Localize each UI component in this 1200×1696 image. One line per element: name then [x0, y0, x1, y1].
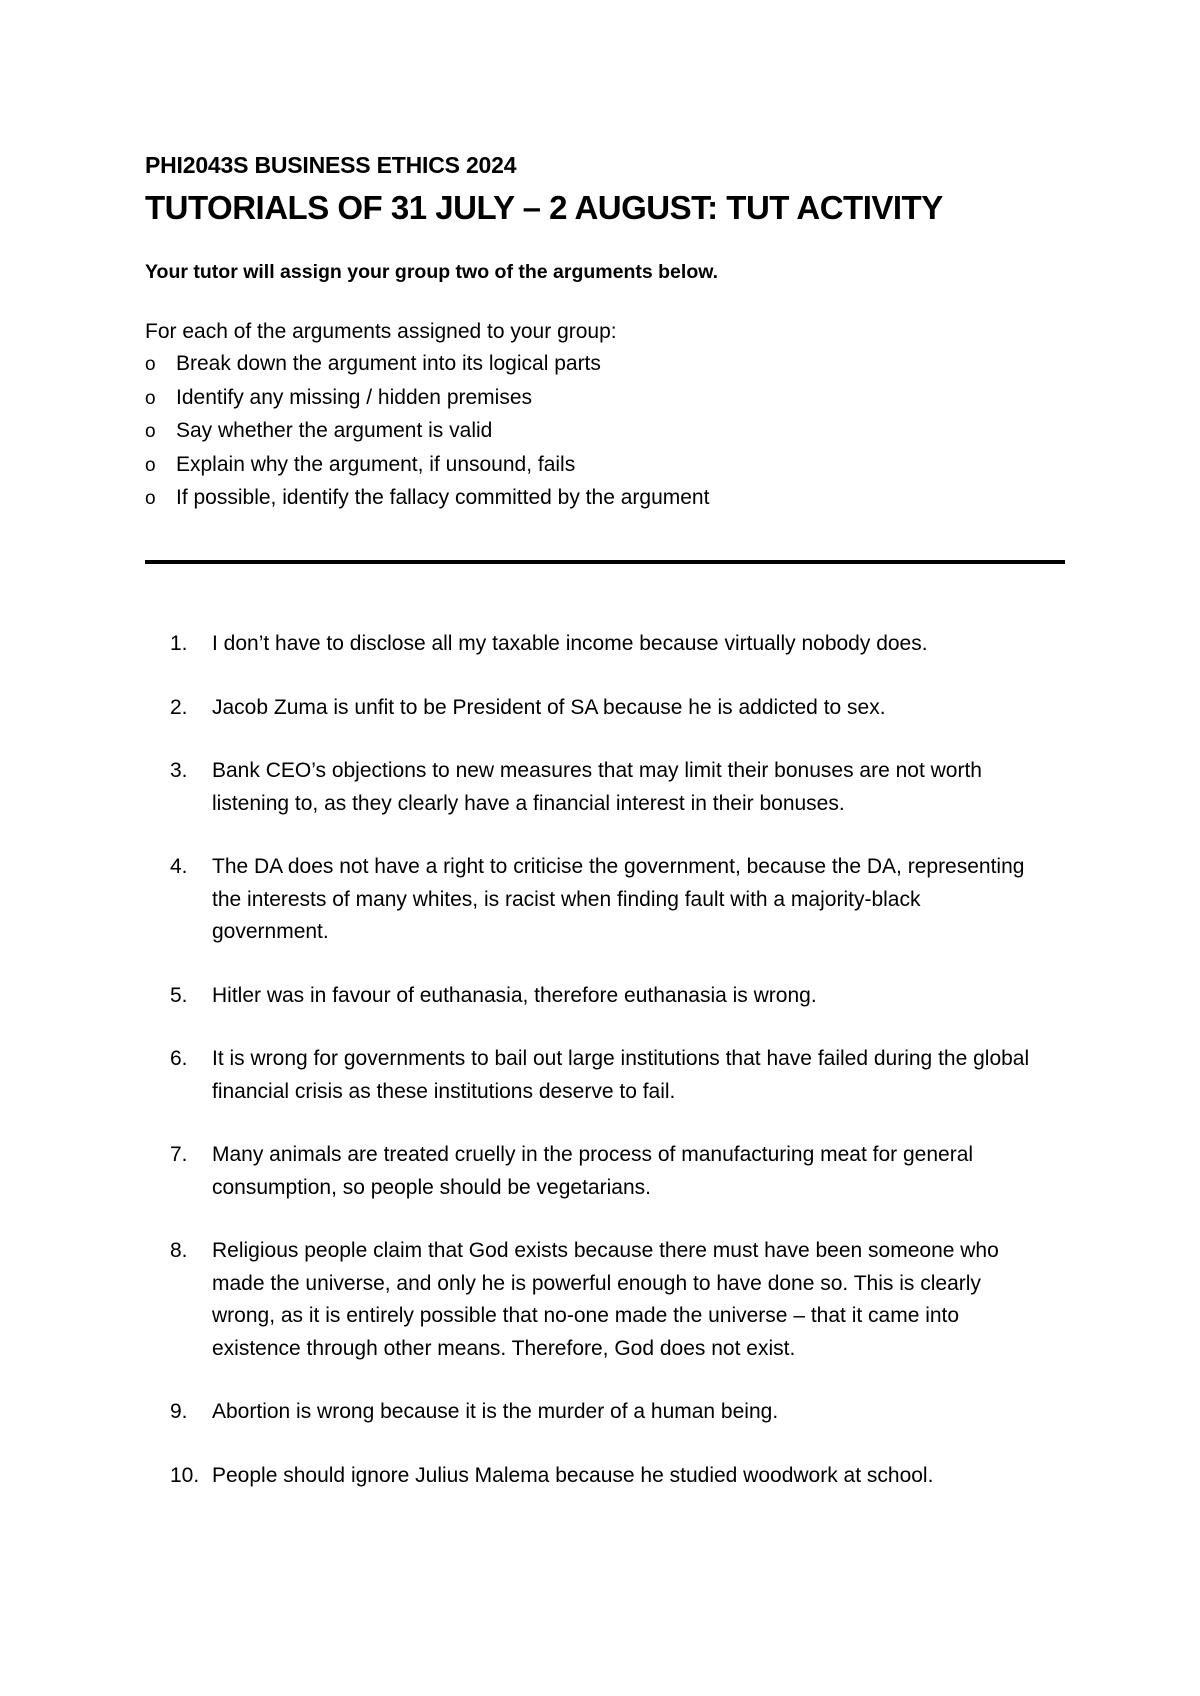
argument-item — [170, 1460, 1030, 1493]
argument-text: Many animals are treated cruelly in the process of manufacturing meat for general consumption, so people should be vegetarians. — [212, 1143, 974, 1199]
argument-item — [170, 1043, 1030, 1108]
argument-item — [170, 692, 1030, 725]
argument-text: Abortion is wrong because it is the murder of a human being. — [212, 1400, 779, 1423]
task-item — [145, 449, 1065, 483]
task-item — [145, 348, 1065, 382]
argument-number: 8. — [170, 1239, 188, 1262]
argument-text: Bank CEO’s objections to new measures that may limit their bonuses are not worth listening to, as they clearly have a financial interest in their bonuses. — [212, 759, 982, 815]
bullet-icon: o — [145, 421, 156, 442]
argument-text: It is wrong for governments to bail out large institutions that have failed during the global financial crisis as these institutions deserve to fail. — [212, 1047, 1030, 1103]
argument-text: The DA does not have a right to criticise the government, because the DA, representing the interests of many whites, is racist when finding fault with a majority-black government. — [212, 855, 1025, 943]
argument-item — [170, 1396, 1030, 1429]
document-page — [145, 150, 1065, 1487]
bullet-icon: o — [145, 354, 156, 375]
argument-text: Jacob Zuma is unfit to be President of SA because he is addicted to sex. — [212, 695, 886, 719]
argument-item — [170, 851, 1030, 949]
argument-number: 1. — [170, 632, 188, 655]
task-text: Identify any missing / hidden premises — [176, 385, 533, 409]
assignment-instruction: Your tutor will assign your group two of the arguments below. — [145, 261, 719, 283]
task-text: Say whether the argument is valid — [176, 419, 493, 442]
task-list — [145, 348, 1065, 516]
argument-item — [170, 1139, 1030, 1204]
argument-text: People should ignore Julius Malema because he studied woodwork at school. — [212, 1463, 934, 1487]
bullet-icon: o — [145, 488, 156, 509]
task-item — [145, 482, 1065, 516]
argument-number: 4. — [170, 855, 188, 878]
argument-item — [170, 1235, 1030, 1365]
task-text: Explain why the argument, if unsound, fails — [176, 452, 576, 476]
argument-number: 5. — [170, 983, 188, 1007]
task-text: Break down the argument into its logical parts — [176, 352, 601, 375]
argument-number: 2. — [170, 695, 188, 719]
task-item — [145, 382, 1065, 416]
task-text: If possible, identify the fallacy committed by the argument — [176, 486, 710, 509]
section-divider — [145, 560, 1065, 564]
argument-number: 10. — [170, 1463, 200, 1487]
argument-item — [170, 628, 1030, 661]
bullet-icon: o — [145, 387, 156, 409]
argument-number: 6. — [170, 1047, 188, 1070]
argument-text: Religious people claim that God exists because there must have been someone who made the universe, and only he is powerful enough to have done so. This is clearly wrong, as it is entirely possible that no-one made the universe – that it came into existence through other means. Therefore, God does not exist. — [212, 1239, 999, 1360]
course-heading: PHI2043S BUSINESS ETHICS 2024 — [145, 152, 517, 178]
argument-number: 3. — [170, 759, 188, 782]
argument-number: 9. — [170, 1400, 188, 1423]
argument-text: I don’t have to disclose all my taxable income because virtually nobody does. — [212, 632, 928, 655]
argument-item — [170, 980, 1030, 1013]
argument-item — [170, 755, 1030, 820]
argument-text: Hitler was in favour of euthanasia, therefore euthanasia is wrong. — [212, 983, 817, 1007]
task-item — [145, 415, 1065, 449]
page-title: TUTORIALS OF 31 JULY – 2 AUGUST: TUT ACTIVITY — [145, 189, 943, 226]
argument-list — [170, 628, 1030, 1523]
argument-number: 7. — [170, 1143, 188, 1166]
task-intro: For each of the arguments assigned to your group: — [145, 320, 617, 343]
bullet-icon: o — [145, 454, 156, 476]
